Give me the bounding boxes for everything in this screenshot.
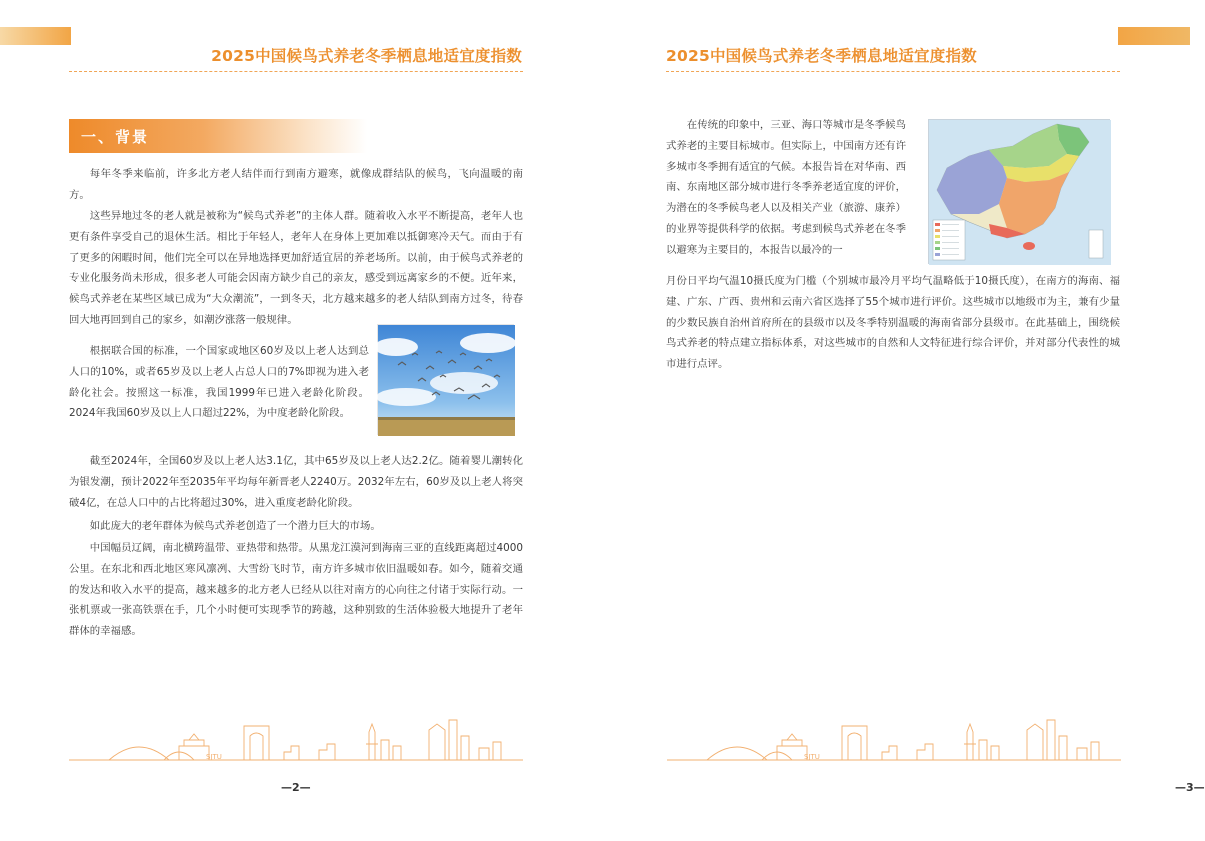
page-number: —3— — [1175, 781, 1205, 794]
paragraph-background: 这些异地过冬的老人就是被称为“候鸟式养老”的主体人群。随着收入水平不断提高，老年人也更有条件享受自己的退休生活。相比于年轻人，老年人在身体上更加难以抵御寒冷天气。而由于有了更多的闲暇时间，他们完全可以在异地选择更加舒适宜居的养老场所。以前，由于候鸟式养老的专业化服务尚未形成，很多老人可能会因南方缺少自己的亲友，感受到远离家乡的不便。近年来，候鸟式养老在某些区域已成为“大众潮流”，一到冬天，北方越来越多的老人结队到南方过冬，待春回大地再回到自己的家乡，如潮汐涨落一般规律。 — [69, 210, 523, 326]
page-number: —2— — [281, 781, 311, 794]
city-skyline-illustration — [667, 716, 1121, 762]
left-page — [0, 0, 595, 841]
page-header-title: 2025中国候鸟式养老冬季栖息地适宜度指数 — [666, 47, 977, 65]
section-title: 一、背景 — [81, 128, 150, 146]
paragraph-evaluation-method: 月份日平均气温10摄氏度为门槛（个别城市最冷月平均气温略低于10摄氏度），在南方的海南、福建、广东、广西、贵州和云南六省区选择了55个城市进行评价。这些城市以地级市为主，兼有少量的少数民族自治州首府所在的县级市以及冬季特别温暖的海南省部分县级市。在此基础上，围绕候鸟式养老的特点建立指标体系，对这些城市的自然和人文特征进行综合评价，并对部分代表性的城市进行点评。 — [666, 275, 1120, 371]
paragraph-target-cities: 在传统的印象中，三亚、海口等城市是冬季候鸟式养老的主要目标城市。但实际上，中国南方还有许多城市冬季拥有适宜的气候。本报告旨在对华南、西南、东南地区部分城市进行冬季养老适宜度的评价，为潜在的冬季候鸟老人以及相关产业（旅游、康养）的业界等提供科学的依据。考虑到候鸟式养老在冬季以避寒为主要目的，本报告以最冷的一 — [666, 119, 906, 256]
china-climate-zone-map — [928, 119, 1110, 264]
paragraph-statistics: 截至2024年，全国60岁及以上老人达3.1亿，其中65岁及以上老人达2.2亿。随着婴儿潮转化为银发潮，预计2022年至2035年平均每年新晋老人2240万。2032年左右，60岁及以上老人将突破4亿，在总人口中的占比将超过30%，进入重度老龄化阶段。 — [69, 455, 523, 509]
section-banner — [69, 119, 367, 153]
paragraph-market: 如此庞大的老年群体为候鸟式养老创造了一个潜力巨大的市场。 — [89, 520, 381, 532]
paragraph-un-standard: 根据联合国的标准，一个国家或地区60岁及以上老人达到总人口的10%，或者65岁及以上老人占总人口的7%即视为进入老龄化社会。按照这一标准，我国1999年已进入老龄化阶段。2024年我国60岁及以上人口超过22%，为中度老龄化阶段。 — [69, 345, 369, 420]
header-accent-bar — [1118, 27, 1190, 45]
header-divider — [666, 71, 1120, 72]
skyline-label: SJTU — [206, 753, 222, 761]
right-page — [595, 0, 1205, 841]
header-divider — [69, 71, 523, 72]
city-skyline-illustration — [69, 716, 523, 762]
header-accent-bar — [0, 27, 71, 45]
paragraph-geography: 中国幅员辽阔，南北横跨温带、亚热带和热带。从黑龙江漠河到海南三亚的直线距离超过4000公里。在东北和西北地区寒风凛冽、大雪纷飞时节，南方许多城市依旧温暖如春。如今，随着交通的发达和收入水平的提高，越来越多的北方老人已经从以往对南方的心向往之付诸于实际行动。一张机票或一张高铁票在手，几个小时便可实现季节的跨越，这种别致的生活体验极大地提升了老年群体的幸福感。 — [69, 542, 523, 638]
skyline-label: SJTU — [804, 753, 820, 761]
migrating-birds-photo — [377, 324, 514, 435]
paragraph-intro: 每年冬季来临前，许多北方老人结伴而行到南方避寒，就像成群结队的候鸟，飞向温暖的南方。 — [69, 168, 523, 201]
page-header-title: 2025中国候鸟式养老冬季栖息地适宜度指数 — [211, 47, 522, 65]
